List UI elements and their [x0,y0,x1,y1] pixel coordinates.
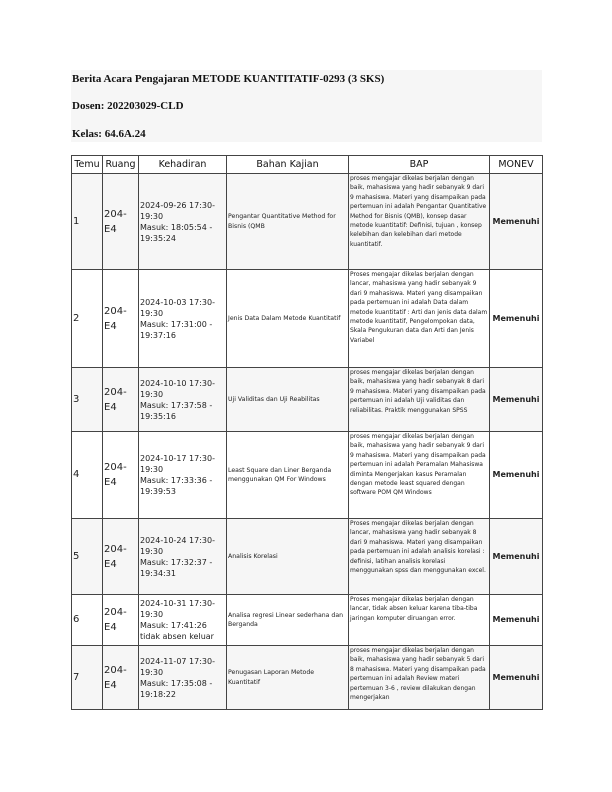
bap-cell: Proses mengajar dikelas berjalan dengan lancar, tidak absen keluar karena tiba-tiba jaringan komputer diruangan error. [349,595,490,646]
jadwal-text: 2024-10-10 17:30-19:30 [140,378,215,399]
jadwal-text: 2024-10-31 17:30-19:30 [140,599,215,619]
bap-cell: Proses mengajar dikelas berjalan dengan lancar, mahasiswa yang hadir sebanyak 8 dari 9 mahasiswa. Materi yang disampaikan pada pertemuan ini adalah analisis korelasi : definisi, latihan analisis korelasi menggunakan spss dan menggunakan excel. [349,519,490,595]
table-header-row [72,156,543,174]
masuk-text: Masuk: 17:32:37 - 19:34:31 [140,557,213,578]
temu-cell: 2 [72,270,103,368]
temu-cell: 3 [72,368,103,432]
kehadiran-cell [139,368,227,432]
bahan-kajian-cell: Uji Validitas dan Uji Reabilitas [227,368,349,432]
attendance-table [71,155,543,710]
course-title: Berita Acara Pengajaran METODE KUANTITATIF-0293 (3 SKS) [72,73,385,85]
masuk-text: Masuk: 18:05:54 - 19:35:24 [140,222,213,243]
table-row [72,432,543,519]
temu-cell: 4 [72,432,103,519]
bahan-kajian-cell: Jenis Data Dalam Metode Kuantitatif [227,270,349,368]
kehadiran-cell [139,432,227,519]
ruang-cell: 204-E4 [103,595,139,646]
monev-cell: Memenuhi [490,432,543,519]
monev-cell: Memenuhi [490,174,543,270]
masuk-text: Masuk: 17:33:36 - 19:39:53 [140,476,213,496]
jadwal-text: 2024-11-07 17:30-19:30 [140,656,215,677]
monev-cell: Memenuhi [490,646,543,710]
table-row [72,368,543,432]
table-row [72,595,543,646]
column-header-bahan-kajian: Bahan Kajian [227,156,349,174]
kehadiran-cell [139,270,227,368]
column-header-kehadiran: Kehadiran [139,156,227,174]
temu-cell: 7 [72,646,103,710]
masuk-text: Masuk: 17:37:58 - 19:35:16 [140,400,213,421]
bahan-kajian-cell: Penugasan Laporan Metode Kuantitatif [227,646,349,710]
jadwal-text: 2024-10-24 17:30-19:30 [140,535,215,556]
lecturer-line: Dosen: 202203029-CLD [72,100,184,112]
monev-cell: Memenuhi [490,519,543,595]
bap-cell: proses mengajar dikelas berjalan dengan baik, mahasiswa yang hadir sebanyak 8 dari 9 mahasiswa. Materi yang disampaikan pada pertemuan ini adalah Uji validitas dan reliabilitas. Praktik menggunakan SPSS [349,368,490,432]
bap-cell: proses mengajar dikelas berjalan dengan baik, mahasiswa yang hadir sebanyak 9 dari 9 mahasiswa. Materi yang disampaikan pada pertemuan ini adalah Pengantar Quantitative Method for Bisnis (QMB), konsep dasar metode kuantitatif: Definisi, tujuan , konsep kelebihan dan kelebihan dari metode kuantitatif. [349,174,490,270]
ruang-cell: 204-E4 [103,368,139,432]
table-row [72,174,543,270]
table-row [72,270,543,368]
bahan-kajian-cell: Least Square dan Liner Berganda menggunakan QM For Windows [227,432,349,519]
temu-cell: 6 [72,595,103,646]
jadwal-text: 2024-09-26 17:30-19:30 [140,200,215,221]
jadwal-text: 2024-10-03 17:30-19:30 [140,297,215,318]
monev-cell: Memenuhi [490,270,543,368]
class-line: Kelas: 64.6A.24 [72,128,146,140]
temu-cell: 5 [72,519,103,595]
kehadiran-cell [139,174,227,270]
temu-cell: 1 [72,174,103,270]
bap-cell: proses mengajar dikelas berjalan dengan baik, mahasiswa yang hadir sebanyak 5 dari 8 mahasiswa. Materi yang disampaikan pada pertemuan ini adalah Review materi pertemuan 3-6 , review dilakukan dengan mengerjakan [349,646,490,710]
bahan-kajian-cell: Analisis Korelasi [227,519,349,595]
ruang-cell: 204-E4 [103,432,139,519]
document-header [71,70,542,142]
monev-cell: Memenuhi [490,368,543,432]
ruang-cell: 204-E4 [103,270,139,368]
column-header-ruang: Ruang [103,156,139,174]
ruang-cell: 204-E4 [103,174,139,270]
column-header-temu: Temu [72,156,103,174]
ruang-cell: 204-E4 [103,519,139,595]
table-row [72,519,543,595]
table-row [72,646,543,710]
masuk-text: Masuk: 17:35:08 - 19:18:22 [140,678,213,699]
column-header-bap: BAP [349,156,490,174]
jadwal-text: 2024-10-17 17:30-19:30 [140,454,215,474]
masuk-text: Masuk: 17:31:00 - 19:37:16 [140,319,213,340]
monev-cell: Memenuhi [490,595,543,646]
bahan-kajian-cell: Pengantar Quantitative Method for Bisnis (QMB [227,174,349,270]
bap-cell: Proses mengajar dikelas berjalan dengan lancar, mahasiswa yang hadir sebanyak 9 dari 9 mahasiswa. Materi yang disampaikan pada pertemuan ini adalah Data dalam metode kuantitatif : Arti dan jenis data dalam metode kuantitatif, Pengelompokan data, Skala Pengukuran data dan Arti dan Jenis Variabel [349,270,490,368]
column-header-monev: MONEV [490,156,543,174]
bahan-kajian-cell: Analisa regresi Linear sederhana dan Berganda [227,595,349,646]
kehadiran-cell [139,519,227,595]
ruang-cell: 204-E4 [103,646,139,710]
masuk-text: Masuk: 17:41:26 tidak absen keluar [140,621,214,641]
bap-cell: proses mengajar dikelas berjalan dengan baik, mahasiswa yang hadir sebanyak 9 dari 9 mahasiswa. Materi yang disampaikan pada pertemuan ini adalah Peramalan Mahasiswa diminta Mengerjakan kasus Peramalan dengan metode least squared dengan software POM QM Windows [349,432,490,519]
kehadiran-cell [139,646,227,710]
kehadiran-cell [139,595,227,646]
